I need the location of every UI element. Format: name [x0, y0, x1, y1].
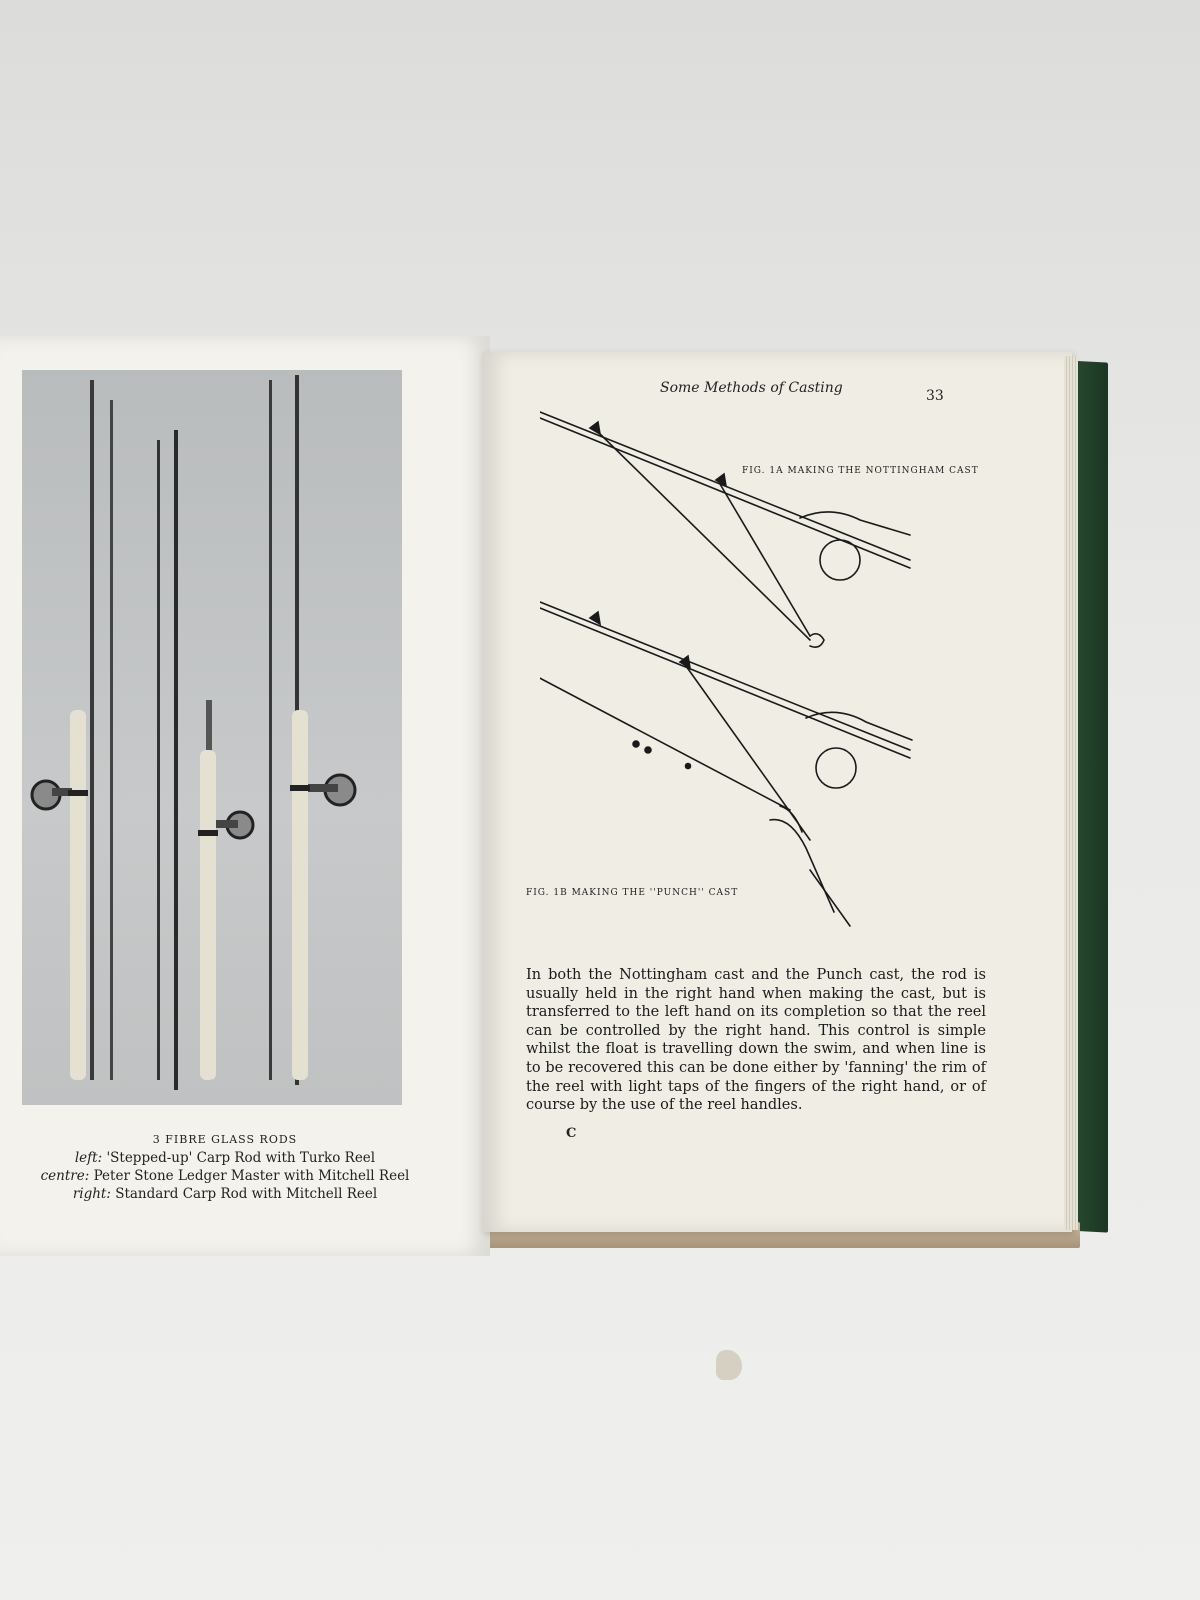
page-number: 33	[926, 388, 944, 404]
figure-1a-caption: FIG. 1A MAKING THE NOTTINGHAM CAST	[742, 466, 979, 476]
plate-caption	[30, 1133, 420, 1203]
caption-line-centre	[30, 1167, 420, 1185]
caption-label: left:	[74, 1150, 103, 1166]
body-paragraph: In both the Nottingham cast and the Punch cast, the rod is usually held in the right hand when making the cast, but is transferred to the left hand on its completion so that the reel can be controlled by the right hand. This control is simple whilst the float is travelling down the swim, and when line is to be recovered this can be done either by 'fanning' the rim of the reel with light taps of the fingers of the right hand, or of course by the use of the reel handles.	[526, 967, 986, 1114]
caption-text: Standard Carp Rod with Mitchell Reel	[115, 1186, 378, 1202]
casting-diagram	[540, 400, 950, 930]
figure-1b-caption: FIG. 1B MAKING THE ''PUNCH'' CAST	[526, 888, 739, 898]
fishing-rods-photo	[22, 370, 402, 1105]
page-edges	[1064, 356, 1078, 1230]
caption-line-left	[30, 1149, 420, 1167]
caption-label: centre:	[40, 1168, 90, 1184]
paper-fragment	[716, 1350, 742, 1380]
caption-text: Peter Stone Ledger Master with Mitchell Reel	[93, 1168, 410, 1184]
caption-title: 3 FIBRE GLASS RODS	[152, 1133, 298, 1146]
rods-illustration	[22, 370, 402, 1105]
caption-label: right:	[72, 1186, 111, 1202]
caption-line-right	[30, 1185, 420, 1203]
caption-text: 'Stepped-up' Carp Rod with Turko Reel	[106, 1150, 376, 1166]
running-head: Some Methods of Casting	[660, 380, 843, 396]
signature-mark: C	[566, 1126, 577, 1141]
